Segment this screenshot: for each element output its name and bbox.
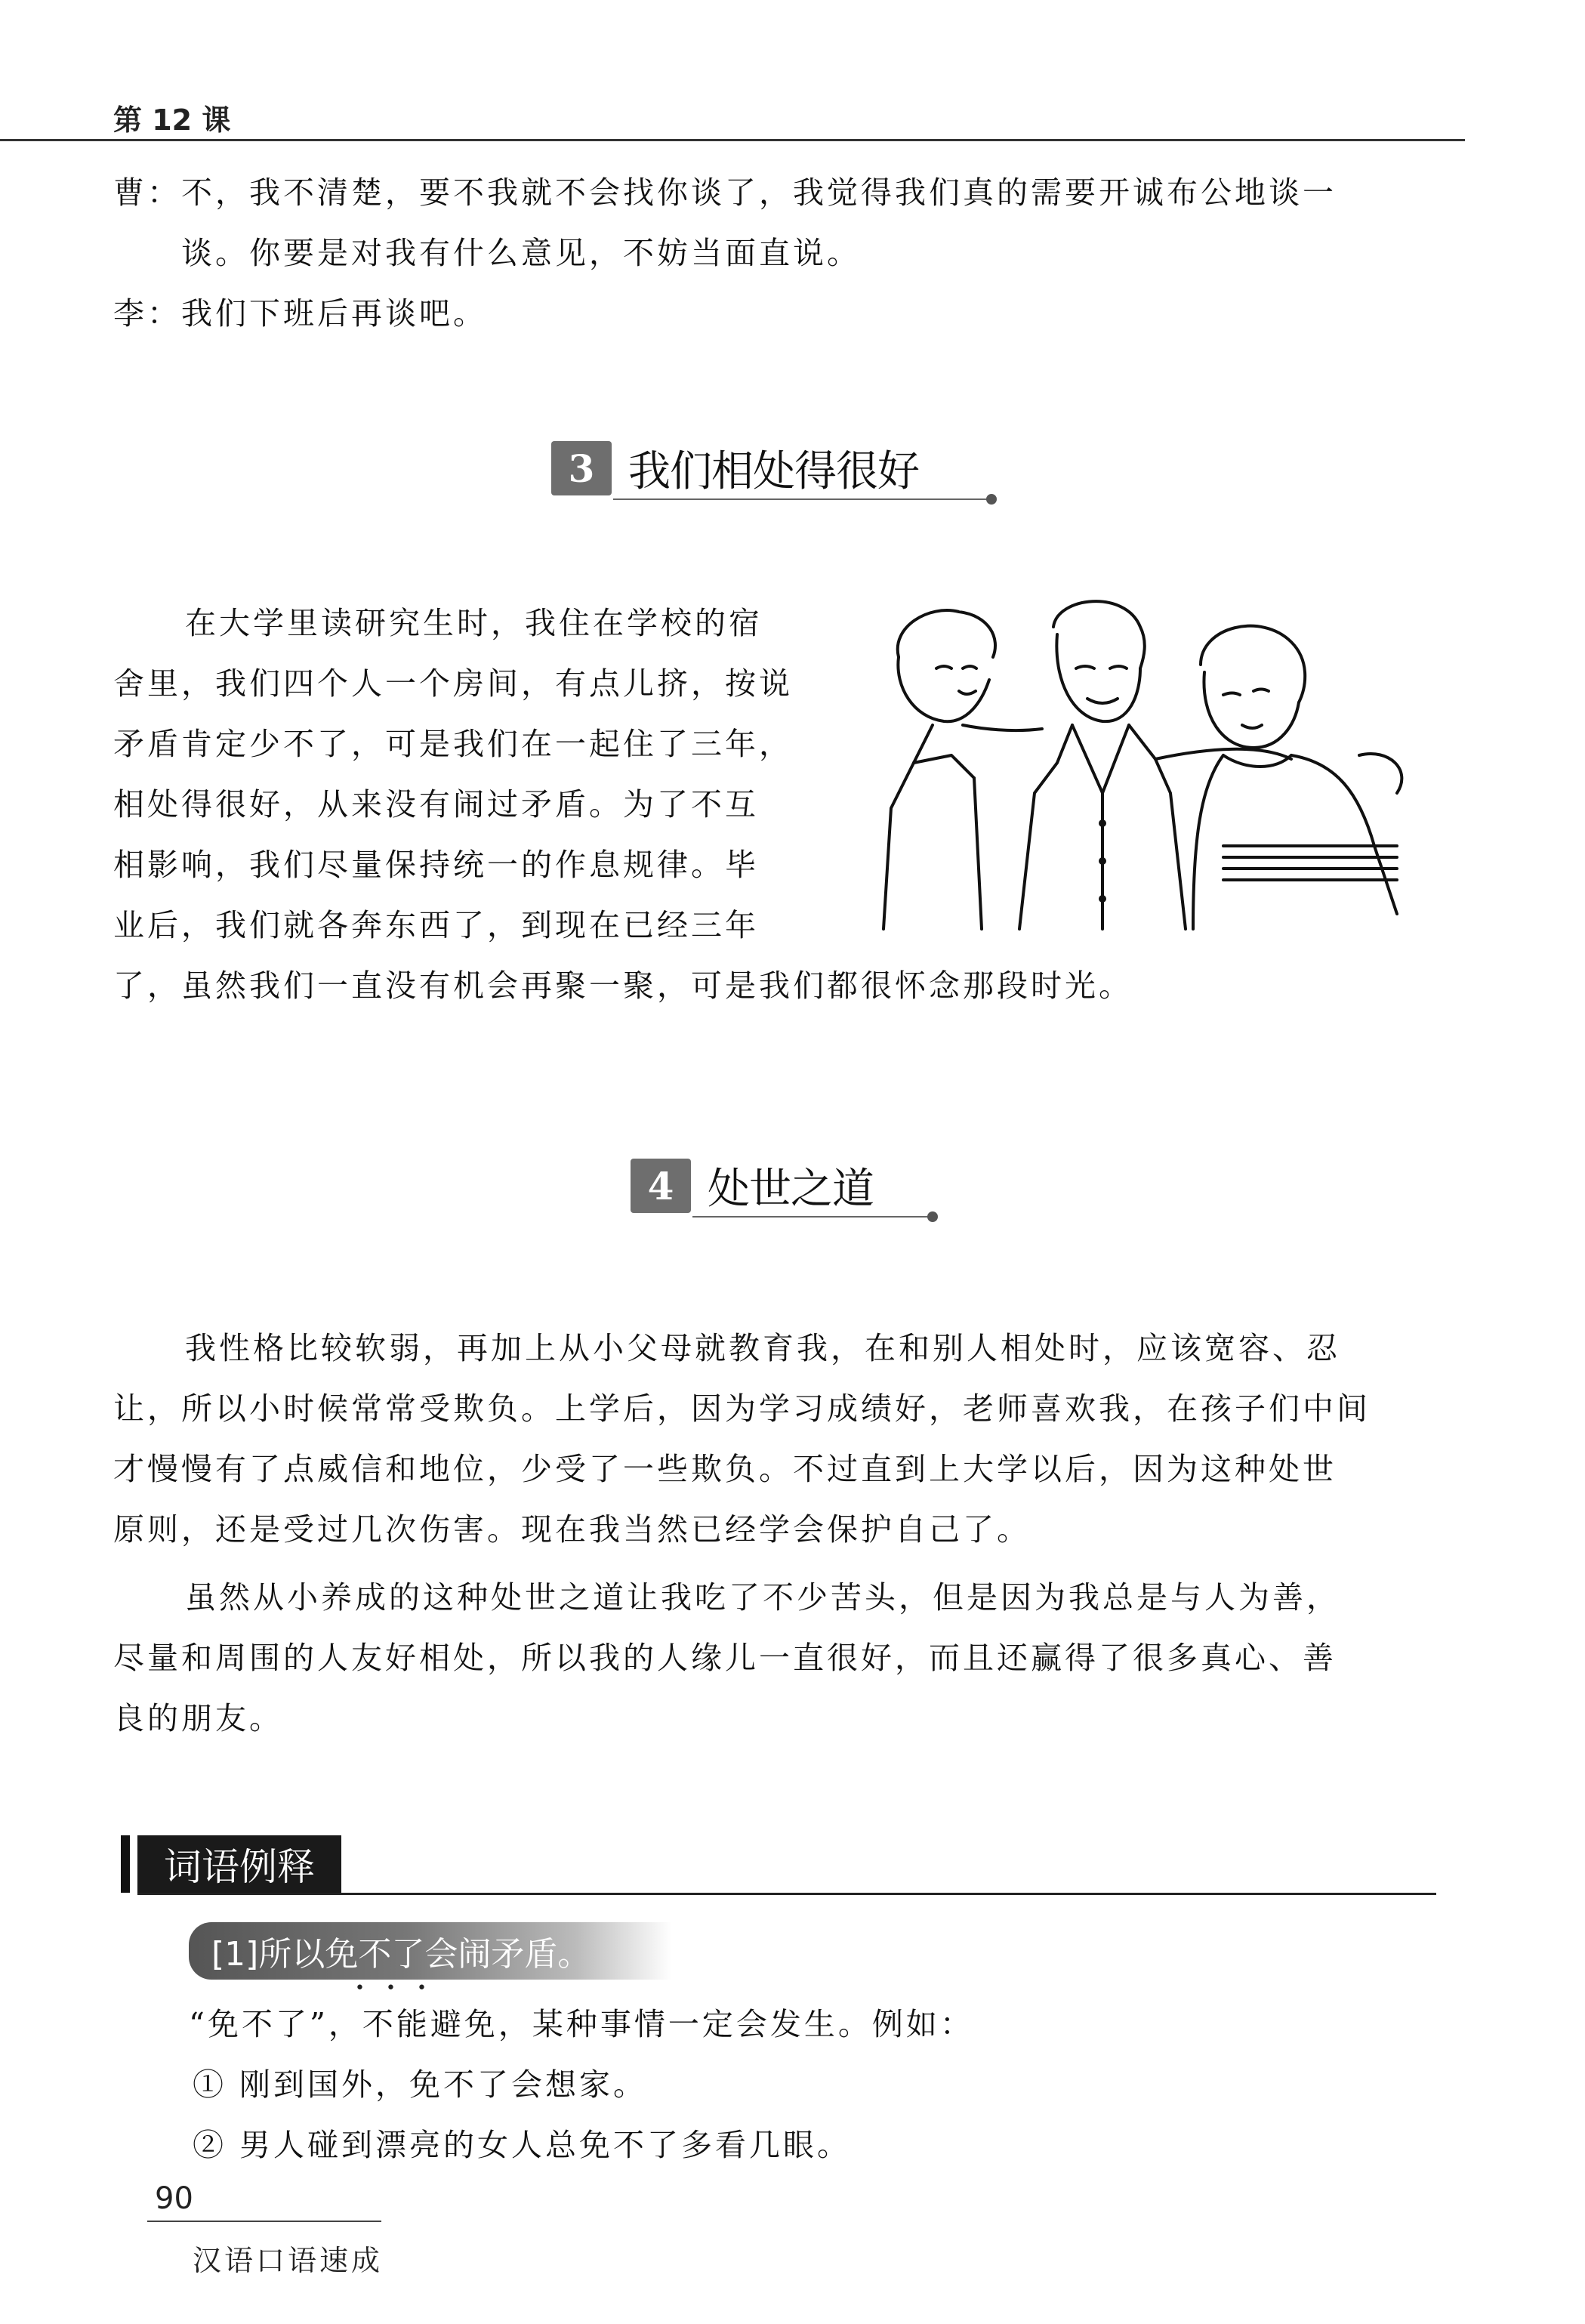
example-sentence-banner: [1]所以免不了会闹矛盾。 xyxy=(189,1922,672,1980)
paragraph-line: 才慢慢有了点威信和地位，少受了一些欺负。不过直到上大学以后，因为这种处世 xyxy=(113,1451,1337,1487)
left-man-figure xyxy=(883,610,1042,929)
dialogue-text: 谈。你要是对我有什么意见，不妨当面直说。 xyxy=(181,235,861,271)
paragraph-line: 相影响，我们尽量保持统一的作息规律。毕 xyxy=(113,847,759,883)
vocab-divider xyxy=(137,1893,1436,1895)
paragraph-line: 尽量和周围的人友好相处，所以我的人缘儿一直很好，而且还赢得了很多真心、善 xyxy=(113,1640,1337,1676)
footer-divider xyxy=(147,2221,381,2222)
paragraph-line: 在大学里读研究生时，我住在学校的宿 xyxy=(185,605,763,641)
paragraph-line: 原则，还是受过几次伤害。现在我当然已经学会保护自己了。 xyxy=(113,1511,1031,1548)
page-number: 90 xyxy=(155,2181,193,2216)
dialogue-line xyxy=(113,291,487,336)
paragraph-line: 良的朋友。 xyxy=(113,1700,283,1736)
example-item: ② 男人碰到漂亮的女人总免不了多看几眼。 xyxy=(193,2127,852,2163)
section-underline-dot xyxy=(927,1211,938,1222)
dialogue-text: 不，我不清楚，要不我就不会找你谈了，我觉得我们真的需要开诚布公地谈一 xyxy=(181,174,1337,211)
example-item: ① 刚到国外，免不了会想家。 xyxy=(193,2066,648,2103)
paragraph-line: 业后，我们就各奔东西了，到现在已经三年 xyxy=(113,907,759,943)
vocab-explanation: “免不了”，不能避免，某种事情一定会发生。例如： xyxy=(189,2006,974,2042)
speaker-label: 曹： xyxy=(113,174,181,211)
section-heading xyxy=(551,438,919,498)
paragraph-line: 我性格比较软弱，再加上从小父母就教育我，在和别人相处时，应该宽容、忍 xyxy=(185,1330,1340,1366)
header-divider xyxy=(0,139,1465,141)
section-number-badge: 3 xyxy=(551,441,612,495)
three-friends-illustration xyxy=(868,597,1457,944)
paragraph-line: 矛盾肯定少不了，可是我们在一起住了三年， xyxy=(113,726,793,762)
speaker-label: 李： xyxy=(113,295,181,332)
vocab-heading-bar xyxy=(121,1835,130,1893)
section-underline xyxy=(613,498,994,500)
lesson-title: 第 12 课 xyxy=(113,103,231,137)
section-heading xyxy=(631,1156,874,1216)
section-title: 处世之道 xyxy=(708,1165,874,1214)
section-number-badge: 4 xyxy=(631,1159,691,1213)
paragraph-line: 了，虽然我们一直没有机会再聚一聚，可是我们都很怀念那段时光。 xyxy=(113,968,1133,1004)
dialogue-text: 我们下班后再谈吧。 xyxy=(181,295,487,332)
section-underline-dot xyxy=(986,494,997,505)
paragraph-line: 舍里，我们四个人一个房间，有点儿挤，按说 xyxy=(113,665,793,702)
paragraph-line: 让，所以小时候常常受欺负。上学后，因为学习成绩好，老师喜欢我，在孩子们中间 xyxy=(113,1390,1371,1427)
section-underline xyxy=(692,1216,934,1218)
vocab-heading: 词语例释 xyxy=(137,1835,341,1893)
emphasis-dots: ••• xyxy=(355,1979,448,1998)
right-man-figure xyxy=(1193,626,1402,929)
section-title: 我们相处得很好 xyxy=(628,447,919,496)
paragraph-line: 虽然从小养成的这种处世之道让我吃了不少苦头，但是因为我总是与人为善， xyxy=(185,1579,1340,1616)
dialogue-line xyxy=(113,170,1337,215)
dialogue-line xyxy=(181,230,861,276)
book-title: 汉语口语速成 xyxy=(193,2244,384,2277)
paragraph-line: 相处得很好，从来没有闹过矛盾。为了不互 xyxy=(113,786,759,823)
